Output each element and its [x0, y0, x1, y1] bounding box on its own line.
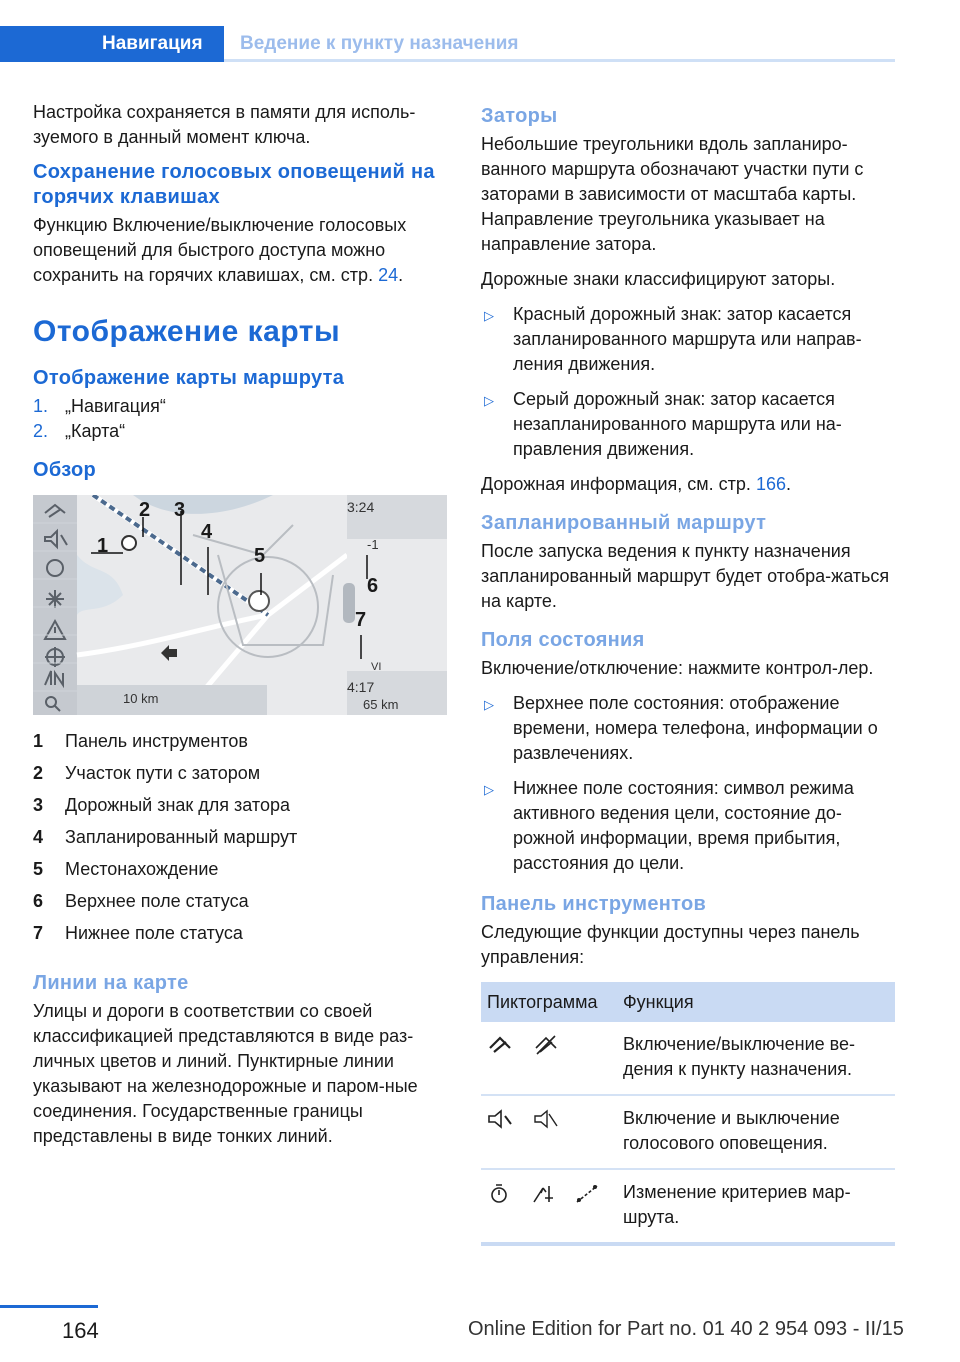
legend-key: 7 [33, 923, 44, 943]
table-row [481, 1169, 895, 1244]
legend-text: Нижнее поле статуса [65, 923, 243, 943]
edition-note: Online Edition for Part no. 01 40 2 954 093 - II/15 [468, 1318, 904, 1340]
step-text: „Навигация“ [65, 396, 166, 416]
legend-key: 5 [33, 859, 44, 879]
bullet-text: Нижнее поле состояния: символ режима активного ведения цели, состояние до-рожной информации, время прибытия, расстояния до цели. [513, 778, 854, 873]
voice-off-icon [533, 1108, 559, 1130]
map-media: VI [371, 661, 382, 673]
bullet-triangle-icon: ▷ [484, 782, 494, 797]
signs-text: Дорожные знаки классифицируют заторы. [481, 269, 836, 289]
legend-key: 2 [33, 763, 44, 783]
page-number: 164 [62, 1318, 99, 1343]
legend-row [33, 825, 449, 857]
toolbar-text: Следующие функции доступны через панель управления: [481, 922, 860, 967]
table-row [481, 1022, 895, 1095]
map-phone-status: -1 [367, 537, 379, 552]
page-header [0, 26, 895, 62]
route-short-icon [531, 1182, 555, 1204]
col-function-header: Функция [617, 982, 895, 1022]
status-text: Включение/отключение: нажмите контрол-лер. [481, 658, 874, 678]
icon-cell [481, 1022, 617, 1095]
route-eco-icon [575, 1182, 599, 1204]
voice-page-link[interactable]: 24 [378, 265, 399, 285]
legend-row [33, 793, 449, 825]
legend-text: Местонахождение [65, 859, 219, 879]
planned-heading: Запланированный маршрут [481, 512, 767, 534]
table-row [481, 1095, 895, 1169]
lines-text: Улицы и дороги в соответствии со своей классификацией представляются в виде раз-личных цветов и линий. Пунктирные линии указывают на железнодорожные и паром-ные соединения. Государственные границы представлены в виде тонких линий. [33, 1001, 418, 1146]
step-text: „Карта“ [65, 421, 126, 441]
map-time-top: 3:24 [347, 499, 375, 515]
legend-row [33, 729, 449, 761]
function-cell: Включение/выключение ве-дения к пункту назначения. [617, 1022, 895, 1095]
header-rule [224, 59, 895, 62]
step-number: 1. [33, 396, 49, 416]
map-time-bottom: 4:17 [347, 679, 375, 695]
toolbar-table [481, 982, 895, 1246]
list-item [481, 691, 895, 766]
callout-1: 1 [97, 535, 109, 557]
jams-heading: Заторы [481, 105, 558, 127]
toolbar-heading: Панель инструментов [481, 893, 707, 915]
traffic-page-link[interactable]: 166 [755, 474, 786, 494]
map-distance: 65 km [363, 697, 399, 712]
position-marker [249, 591, 269, 611]
map-screenshot [33, 495, 447, 715]
step-number: 2. [33, 421, 49, 441]
list-item [33, 419, 449, 444]
chapter-tab[interactable]: Навигация [0, 26, 224, 62]
intro-text: Настройка сохраняется в памяти для исполь-зуемого в данный момент ключа. [33, 102, 416, 147]
callout-4: 4 [201, 521, 213, 543]
guidance-on-icon [487, 1034, 513, 1056]
route-fast-icon [487, 1182, 511, 1204]
left-column [33, 100, 449, 1159]
traffic-info: Дорожная информация, см. стр. 166. [481, 474, 791, 494]
footer-rule [0, 1305, 98, 1308]
overview-heading: Обзор [33, 459, 97, 481]
voice-text: Функцию Включение/выключение голосовых оповещений для быстрого доступа можно сохранить на горячих клавишах, см. стр. 24. [33, 215, 407, 285]
callout-2: 2 [139, 499, 151, 521]
legend-text: Запланированный маршрут [65, 827, 298, 847]
legend-key: 3 [33, 795, 44, 815]
status-heading: Поля состояния [481, 629, 645, 651]
route-heading: Отображение карты маршрута [33, 367, 345, 389]
map-scale: 10 km [123, 691, 159, 706]
voice-on-icon [487, 1108, 513, 1130]
section-title[interactable]: Ведение к пункту назначения [240, 33, 519, 54]
bottom-status [77, 685, 267, 715]
traffic-info-text: Дорожная информация, см. стр. [481, 474, 751, 494]
main-heading: Отображение карты [33, 315, 341, 348]
map-legend [33, 729, 449, 953]
callout-5: 5 [254, 545, 266, 567]
legend-row [33, 921, 449, 953]
legend-row [33, 857, 449, 889]
legend-text: Верхнее поле статуса [65, 891, 249, 911]
guidance-off-icon [533, 1034, 559, 1056]
right-column [481, 100, 895, 1246]
voice-text-body: Функцию Включение/выключение голосовых оповещений для быстрого доступа можно сохранить на горячих клавишах, см. стр. [33, 215, 407, 285]
callout-7: 7 [355, 609, 367, 631]
legend-text: Участок пути с затором [65, 763, 261, 783]
list-item [33, 394, 449, 419]
jam-sign [122, 536, 136, 550]
sign-bullets [481, 302, 895, 462]
bullet-triangle-icon: ▷ [484, 697, 494, 712]
callout-6: 6 [367, 575, 379, 597]
function-cell: Изменение критериев мар-шрута. [617, 1169, 895, 1244]
planned-text: После запуска ведения к пункту назначения запланированный маршрут будет отобра-жаться на карте. [481, 541, 890, 611]
legend-row [33, 889, 449, 921]
legend-row [33, 761, 449, 793]
icon-cell [481, 1095, 617, 1169]
status-bullets [481, 691, 895, 876]
callout-3: 3 [174, 499, 186, 521]
bullet-triangle-icon: ▷ [484, 308, 494, 323]
legend-text: Дорожный знак для затора [65, 795, 290, 815]
bullet-triangle-icon: ▷ [484, 393, 494, 408]
voice-heading: Сохранение голосовых оповещений на горячих клавишах [33, 161, 435, 208]
list-item [481, 302, 895, 377]
bullet-text: Верхнее поле состояния: отображение времени, номера телефона, информации о развлечениях. [513, 693, 878, 763]
legend-key: 4 [33, 827, 44, 847]
legend-text: Панель инструментов [65, 731, 248, 751]
bullet-text: Серый дорожный знак: затор касается незапланированного маршрута или на-правления движения. [513, 389, 842, 459]
list-item [481, 776, 895, 876]
col-icon-header: Пиктограмма [481, 982, 617, 1022]
jams-text: Небольшие треугольники вдоль запланиро-ванного маршрута обозначают участки пути с заторами в зависимости от масштаба карты. Направление треугольника указывает на направление затора. [481, 134, 864, 254]
lines-heading: Линии на карте [33, 972, 189, 994]
list-item [481, 387, 895, 462]
map-illustration [33, 495, 447, 715]
legend-key: 1 [33, 731, 44, 751]
table-header-row [481, 982, 895, 1022]
legend-key: 6 [33, 891, 44, 911]
bullet-text: Красный дорожный знак: затор касается запланированного маршрута или направ-ления движения. [513, 304, 862, 374]
steps-list [33, 394, 449, 444]
function-cell: Включение и выключение голосового оповещения. [617, 1095, 895, 1169]
icon-cell [481, 1169, 617, 1244]
